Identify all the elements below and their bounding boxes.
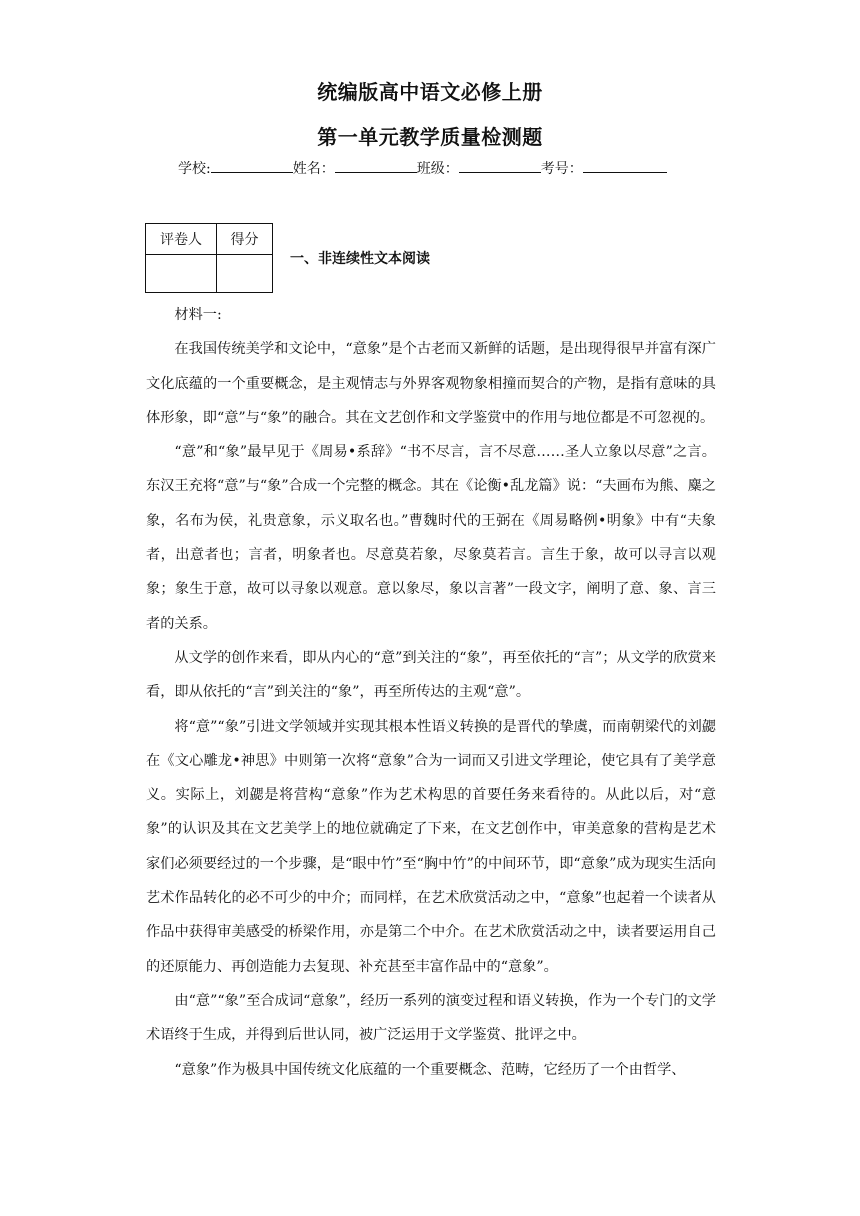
exam-number-label: 考号：: [540, 161, 583, 177]
score-table-entry-row: [146, 255, 273, 293]
section-heading: 一、非连续性文本阅读: [290, 251, 430, 267]
paragraph-4: 将“意”“象”引进文学领域并实现其根本性语义转换的是晋代的挚虞，而南朝梁代的刘勰在《文心雕龙•神思》中则第一次将“意象”合为一词而又引进文学理论，使它具有了美学意义。实际上，刘勰是将营构“意象”作为艺术构思的首要任务来看待的。从此以后，对“意象”的认识及其在文艺美学上的地位就确定了下来，在文艺创作中，审美意象的营构是艺术家们必须要经过的一个步骤，是“眼中竹”至“胸中竹”的中间环节，即“意象”成为现实生活向艺术作品转化的必不可少的中介；而同样，在艺术欣赏活动之中，“意象”也起着一个读者从作品中获得审美感受的桥梁作用，亦是第二个中介。在艺术欣赏活动之中，读者要运用自己的还原能力、再创造能力去复现、补充甚至丰富作品中的“意象”。: [146, 718, 716, 975]
student-info-line: [178, 158, 667, 178]
paragraph-3: 从文学的创作来看，即从内心的“意”到关注的“象”，再至依托的“言”；从文学的欣赏来看，即从依托的“言”到关注的“象”，再至所传达的主观“意”。: [146, 649, 716, 701]
name-blank[interactable]: [335, 158, 417, 173]
score-table-header-row: [146, 224, 273, 255]
reading-material: [146, 298, 716, 1087]
school-blank[interactable]: [211, 158, 293, 173]
paragraph-1: 在我国传统美学和文论中，“意象”是个古老而又新鲜的话题，是出现得很早并富有深广文化底蕴的一个重要概念，是主观情志与外界客观物象相撞而契合的产物，是指有意味的具体形象，即“意”与“象”的融合。其在文艺创作和文学鉴赏中的作用与地位都是不可忽视的。: [146, 341, 716, 426]
name-label: 姓名：: [292, 161, 335, 177]
paragraph-6: “意象”作为极具中国传统文化底蕴的一个重要概念、范畴，它经历了一个由哲学、: [174, 1061, 686, 1078]
document-subtitle: 第一单元教学质量检测题: [317, 125, 543, 149]
score-table: [145, 223, 273, 293]
material-label: 材料一:: [174, 307, 222, 323]
paragraph-5: 由“意”“象”至合成词“意象”，经历一系列的演变过程和语义转换，作为一个专门的文学术语终于生成，并得到后世认同，被广泛运用于文学鉴赏、批评之中。: [146, 992, 716, 1044]
score-header: 得分: [217, 224, 273, 255]
school-label: 学校:: [178, 161, 211, 177]
grader-cell[interactable]: [146, 255, 217, 293]
grader-header: 评卷人: [146, 224, 217, 255]
class-blank[interactable]: [459, 158, 541, 173]
class-label: 班级：: [416, 161, 459, 177]
paragraph-2: “意”和“象”最早见于《周易•系辞》“书不尽言，言不尽意……圣人立象以尽意”之言。东汉王充将“意”与“象”合成一个完整的概念。其在《论衡•乱龙篇》说：“夫画布为熊、麋之象，名布为侯，礼贵意象，示义取名也。”曹魏时代的王弼在《周易略例•明象》中有“夫象者，出意者也；言者，明象者也。尽意莫若象，尽象莫若言。言生于象，故可以寻言以观象；象生于意，故可以寻象以观意。意以象尽，象以言著”一段文字，阐明了意、象、言三者的关系。: [146, 444, 716, 632]
score-cell[interactable]: [217, 255, 273, 293]
document-title: 统编版高中语文必修上册: [317, 80, 543, 104]
exam-number-blank[interactable]: [583, 158, 667, 173]
